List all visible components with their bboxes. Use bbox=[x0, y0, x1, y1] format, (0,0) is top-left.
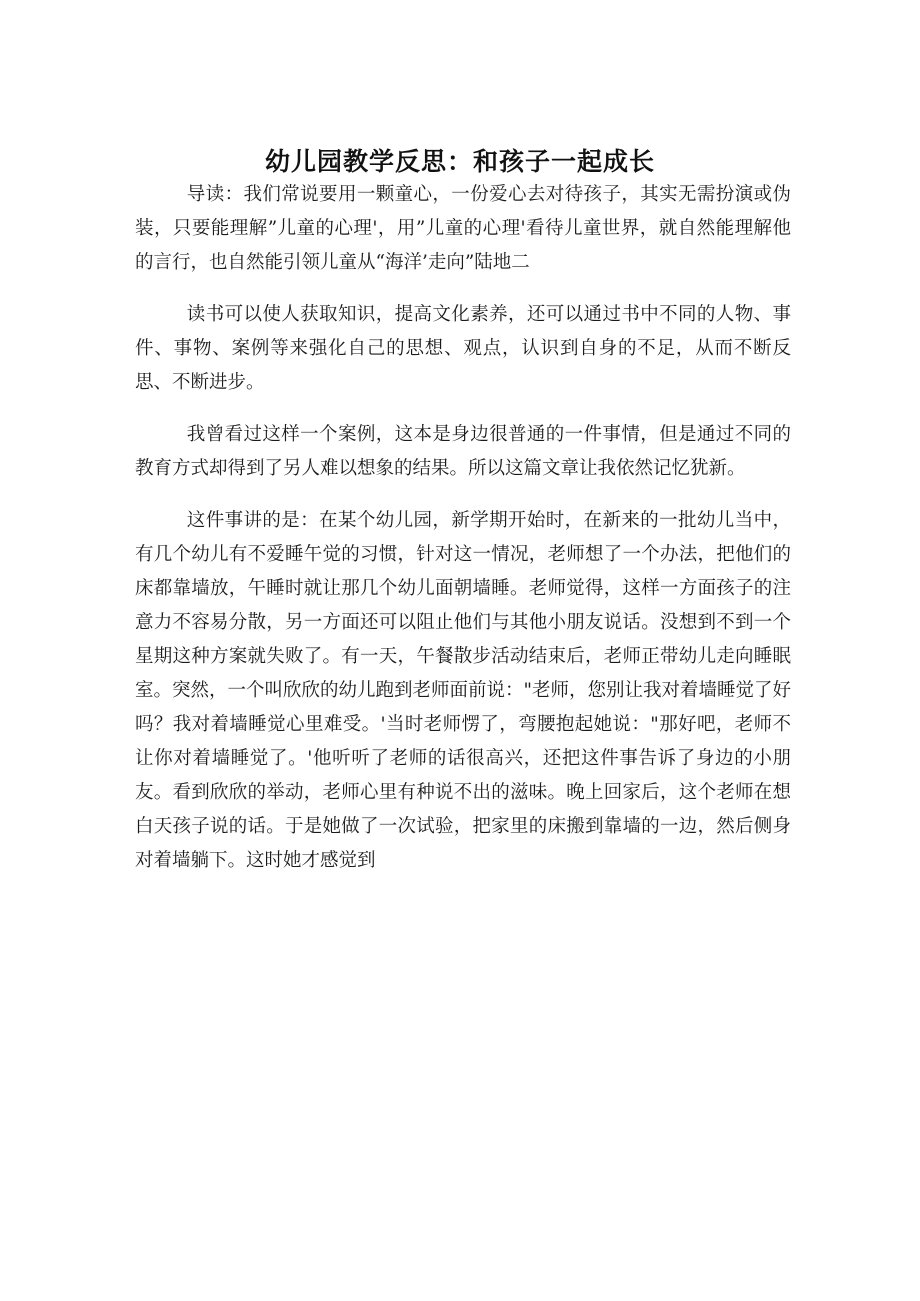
paragraph-reading: 读书可以使人获取知识，提高文化素养，还可以通过书中不同的人物、事件、事物、案例等来强化自己的思想、观点，认识到自身的不足，从而不断反思、不断进步。 bbox=[135, 304, 791, 393]
document-body bbox=[135, 178, 791, 896]
paragraph-case: 我曾看过这样一个案例，这本是身边很普通的一件事情，但是通过不同的教育方式却得到了另人难以想象的结果。所以这篇文章让我依然记忆犹新。 bbox=[135, 424, 791, 479]
document-title: 幼儿园教学反思：和孩子一起成长 bbox=[264, 147, 655, 176]
paragraph-intro: 导读：我们常说要用一颗童心，一份爱心去对待孩子，其实无需扮演或伪装，只要能理解”儿童的心理'，用”儿童的心理'看待儿童世界，就自然能理解他的言行，也自然能引领儿童从“海洋’走向”陆地二 bbox=[135, 184, 791, 273]
paragraph-story: 这件事讲的是：在某个幼儿园，新学期开始时，在新来的一批幼儿当中，有几个幼儿有不爱睡午觉的习惯，针对这一情况，老师想了一个办法，把他们的床都靠墙放，午睡时就让那几个幼儿面朝墙睡。老师觉得，这样一方面孩子的注意力不容易分散，另一方面还可以阻止他们与其他小朋友说话。没想到不到一个星期这种方案就失败了。有一天，午餐散步活动结束后，老师正带幼儿走向睡眠室。突然，一个叫欣欣的幼儿跑到老师面前说："老师，您别让我对着墙睡觉了好吗？我对着墙睡觉心里难受。'当时老师愣了，弯腰抱起她说："那好吧，老师不让你对着墙睡觉了。'他听听了老师的话很高兴，还把这件事告诉了身边的小朋友。看到欣欣的举动，老师心里有种说不出的滋味。晚上回家后，这个老师在想白天孩子说的话。于是她做了一次试验，把家里的床搬到靠墙的一边，然后侧身对着墙躺下。这时她才感觉到 bbox=[135, 510, 792, 871]
